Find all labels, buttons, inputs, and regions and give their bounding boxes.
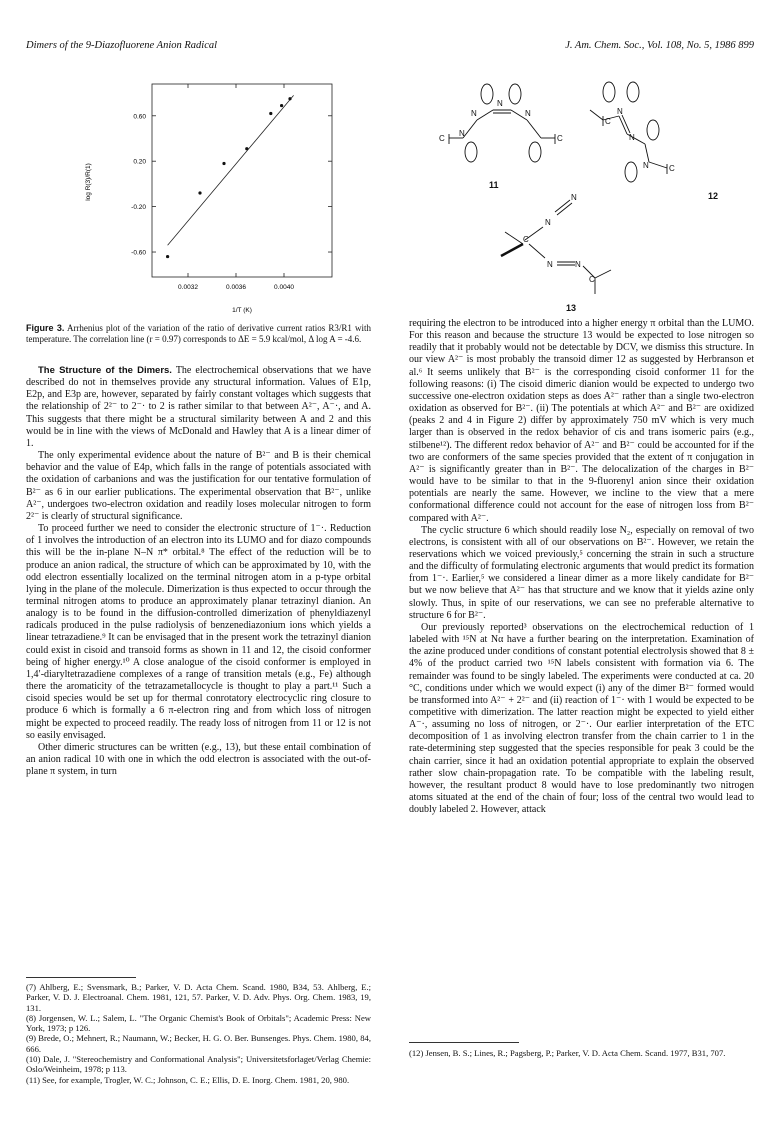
left-paragraph-1: The electrochemical observations that we have described do not in themselves provide any structural information. Values of E1p, E2p, and E3p are, however, separated by fairly constant voltages which suggests that the relationship of 2²⁻ to 2⁻· to 2 is rather similar to that between A²⁻, A⁻·, and A. This suggests that there might be a structural similarity between A and 2 and this would be in line with the views of McDonald and Hawley that A is a linear dimer of 1. (26, 365, 371, 449)
plot-frame (152, 84, 332, 277)
structure-label-12: 12 (708, 191, 719, 201)
data-point (269, 112, 272, 115)
left-paragraph-2: The only experimental evidence about the nature of B²⁻ and B is their chemical behavior and the value of E4p, which falls in the range of potentials associated with the oxidation of carbanions and was the justification for our tentative formulation of B²⁻ as 6 in our earlier publications. The experimental observation that B²⁻, unlike A²⁻, undergoes two-electron oxidation and readily loses molecular nitrogen to form 2²⁻ is clearly of structural significance. (26, 450, 371, 522)
svg-text:N: N (575, 260, 581, 269)
left-paragraph-3: To proceed further we need to consider the electronic structure of 1⁻·. Reduction of 1 involves the introduction of an electron into its LUMO and for diazo compounds this will be the in-plane N–N π* orbital.⁸ The effect of the reduction will be to produce an anion radical, the structure of which can be approximated by 10, with the odd electron essentially localized on the terminal nitrogen atom in a p-type orbital lying in the plane of the molecule. Dimerization is thus expected to occur through the terminal nitrogen atoms to produce an approximately planar tetrazinyl dianion. An analogy is to be found in the diffusion-controlled dimerization of phenyldiazenyl radicals produced in the pulse radiolysis of benzenediazonium ions which yields a linear tetrazadiene.⁹ It can be envisaged that in the present work the tetrazinyl dianion could exist in cisoid and transoid forms as shown in 11 and 12, the cisoid conformer being of higher energy.¹⁰ A close analogue of the cisoid conformer is employed in 1,4′-diaryltetrazadiene complexes of a range of transition metals (e.g., Fe) although there the aromaticity of the tetrazametallocycle is thought to play a part.¹¹ Such a cisoid species would be set up for thermal conrotatory electrocyclic ring closure to produce 6 which is formally a 6 π-electron ring and from which loss of nitrogen might be expected to proceed readily. The ready loss of nitrogen from 11 or 12 is not so easily envisaged. (26, 523, 371, 741)
running-header-left: Dimers of the 9-Diazofluorene Anion Radical (26, 40, 218, 51)
figure-caption-text: Arrhenius plot of the variation of the ratio of derivative current ratios R3/R1 with temperature. The correlation line (r = 0.97) corresponds to ΔE = 5.9 kcal/mol, Δ log A = -4.6. (26, 323, 371, 344)
y-tick-label: -0.60 (131, 249, 146, 257)
data-point (280, 104, 283, 107)
y-tick-label: -0.20 (131, 204, 146, 212)
section-heading: The Structure of the Dimers. (38, 365, 172, 376)
footnote: (10) Dale, J. "Stereochemistry and Conformational Analysis"; Universitetsforlaget/Verlag Chemie: Oslo/Weinheim, 1978; p 113. (26, 1054, 371, 1075)
svg-text:C: C (523, 235, 529, 244)
svg-text:C: C (439, 134, 445, 143)
right-paragraph-1: requiring the electron to be introduced into a higher energy π orbital than the LUMO. For this reason and because the structure 13 would be expected to lose nitrogen so readily that it probably would not be detectable by DCV, we dismiss this structure. In our view A²⁻ is most probably the transoid dimer 12 as suggested by Herbranson et al.⁶ It seems unlikely that B²⁻ is the corresponding cisoid conformer 11 for the following reasons: (i) The cisoid dimeric dianion would be expected to undergo two successive one-electron oxidation steps as does A²⁻ rather than a single two-electron oxidation as observed for B²⁻. (ii) The potentials at which A²⁻ and B²⁻ are oxidized (peaks 2 and 4 in Figure 2) differ by approximately 750 mV which is very much larger than is observed in the redox behavior of cis and trans isomeric pairs (e.g., stilbene¹²). The different redox behavior of A²⁻ and B²⁻ could be accounted for if the two are conformers of the same species provided that the extent of π conjugation in A²⁻ is significantly greater than in B²⁻. The delocalization of the charges in B²⁻ would have to be similar to that in the 9-fluorenyl anion since their oxidation potentials are nearly the same. However, we incline to the view that a mere conformational difference could not account for the ease of nitrogen loss from B²⁻ compared with A²⁻. (409, 318, 754, 524)
svg-text:N: N (643, 161, 649, 170)
svg-text:N: N (459, 129, 465, 138)
y-tick-label: 0.20 (133, 158, 146, 166)
x-tick-label: 0.0032 (178, 284, 198, 291)
footnotes-right (409, 1048, 754, 1058)
left-column (26, 365, 371, 778)
svg-text:N: N (545, 218, 551, 227)
svg-text:N: N (629, 133, 635, 142)
footnotes-left (26, 982, 371, 1085)
x-axis-label: 1/T (K) (232, 307, 252, 314)
right-column (409, 318, 754, 816)
figure-label: Figure 3. (26, 323, 65, 333)
left-paragraph-4: Other dimeric structures can be written (e.g., 13), but these entail combination of an anion radical 10 with one in which the odd electron is associated with the out-of-plane π system, in turn (26, 741, 371, 778)
footnote: (9) Brede, O.; Mehnert, R.; Naumann, W.; Becker, H. G. O. Ber. Bunsenges. Phys. Chem. 1980, 84, 666. (26, 1033, 371, 1054)
structures-11-12 (405, 72, 765, 302)
x-tick-label: 0.0036 (226, 284, 246, 291)
right-paragraph-3: Our previously reported³ observations on the electrochemical reduction of 1 labeled with ¹⁵N at Nα have a further bearing on the interpretation. Examination of the azine produced under conditions of constant potential electrolysis showed that 8 ± 4% of the product carried two ¹⁵N labels consistent with formation via 6. The remainder was found to be singly labeled. The experiments were conducted at ca. 20 °C, conditions under which we would expect (i) any of the dimer B²⁻ formed would be transformed into A²⁻ + 2²⁻ and (ii) reaction of 1⁻· with 1 would be expected to be competitive with dimerization. The latter reaction might be expected to yield either A⁻·, assuming no loss of nitrogen, or 2⁻·. Our earlier interpretation of the ETC decomposition of 1 as involving electron transfer from the chain carrier to 1 in the rate-determining step suggested that the species responsible for peak 3 could be the chain carrier, since it had an oxidation potential appropriate to explain the observed rather slow chain-propagation rate. To be compatible with the labeling result, however, the resultant product 8 would have to lose predominantly two nitrogen atoms situated at the end of the chain of four; loss of the central two would lead to doubly labeled 2. However, attack (409, 621, 754, 816)
y-tick-label: 0.60 (133, 113, 146, 121)
svg-text:N: N (497, 99, 503, 108)
svg-text:N: N (571, 193, 577, 202)
data-point (222, 162, 225, 165)
svg-text:C: C (669, 164, 675, 173)
data-point (198, 191, 201, 194)
figure-caption (26, 323, 371, 345)
svg-text:C: C (589, 275, 595, 284)
data-point (166, 255, 169, 258)
footnote-rule-right (409, 1042, 519, 1043)
footnote: (12) Jensen, B. S.; Lines, R.; Pagsberg, P.; Parker, V. D. Acta Chem. Scand. 1977, B31, 707. (409, 1048, 726, 1058)
arrhenius-plot (80, 74, 380, 334)
svg-text:C: C (557, 134, 563, 143)
svg-text:N: N (617, 107, 623, 116)
structure-11 (439, 84, 563, 162)
footnote: (8) Jorgensen, W. L.; Salem, L. "The Organic Chemist's Book of Orbitals"; Academic Press: New York, 1973; p 126. (26, 1012, 371, 1034)
structure-label-11: 11 (489, 180, 499, 190)
footnote: (7) Ahlberg, E.; Svensmark, B.; Parker, V. D. Acta Chem. Scand. 1980, B34, 53. Ahlberg, E.; Parker, V. D. J. Electroanal. Chem. 1981, 121, 57. Parker, V. D. Adv. Phys. Org. Chem. 1983, 19, 131. (26, 982, 371, 1013)
structure-13 (501, 193, 611, 294)
correlation-line (168, 95, 294, 245)
data-point (245, 147, 248, 150)
structure-12 (590, 82, 675, 182)
right-paragraph-2: The cyclic structure 6 which should readily lose N₂, especially on removal of two electrons, is consistent with all of our observations on B²⁻. However, we retain the reservations which we voiced previously,⁵ concerning the strain in such a structure and the difficulty of formulating electronic arguments that would predict its formation from 1⁻·. Earlier,⁵ we considered a linear dimer as a more likely candidate for B²⁻ but we now believe that A²⁻ has that structure and we know that it yields azine only slowly. Thus, in spite of our reservations, we can see no preferable alternative to structure 6 for B²⁻. (409, 524, 754, 621)
footnote-rule-left (26, 977, 136, 978)
running-header-right: J. Am. Chem. Soc., Vol. 108, No. 5, 1986 899 (565, 40, 754, 51)
footnote: (11) See, for example, Trogler, W. C.; Johnson, C. E.; Ellis, D. E. Inorg. Chem. 1981, 20, 980. (26, 1074, 350, 1085)
data-point (288, 97, 291, 100)
svg-text:N: N (547, 260, 553, 269)
svg-text:N: N (525, 109, 531, 118)
structure-label-13: 13 (566, 303, 577, 313)
x-tick-label: 0.0040 (274, 284, 294, 291)
svg-text:N: N (471, 109, 477, 118)
svg-text:C: C (605, 117, 611, 126)
y-axis-label: log R(3)/R(1) (85, 163, 92, 201)
